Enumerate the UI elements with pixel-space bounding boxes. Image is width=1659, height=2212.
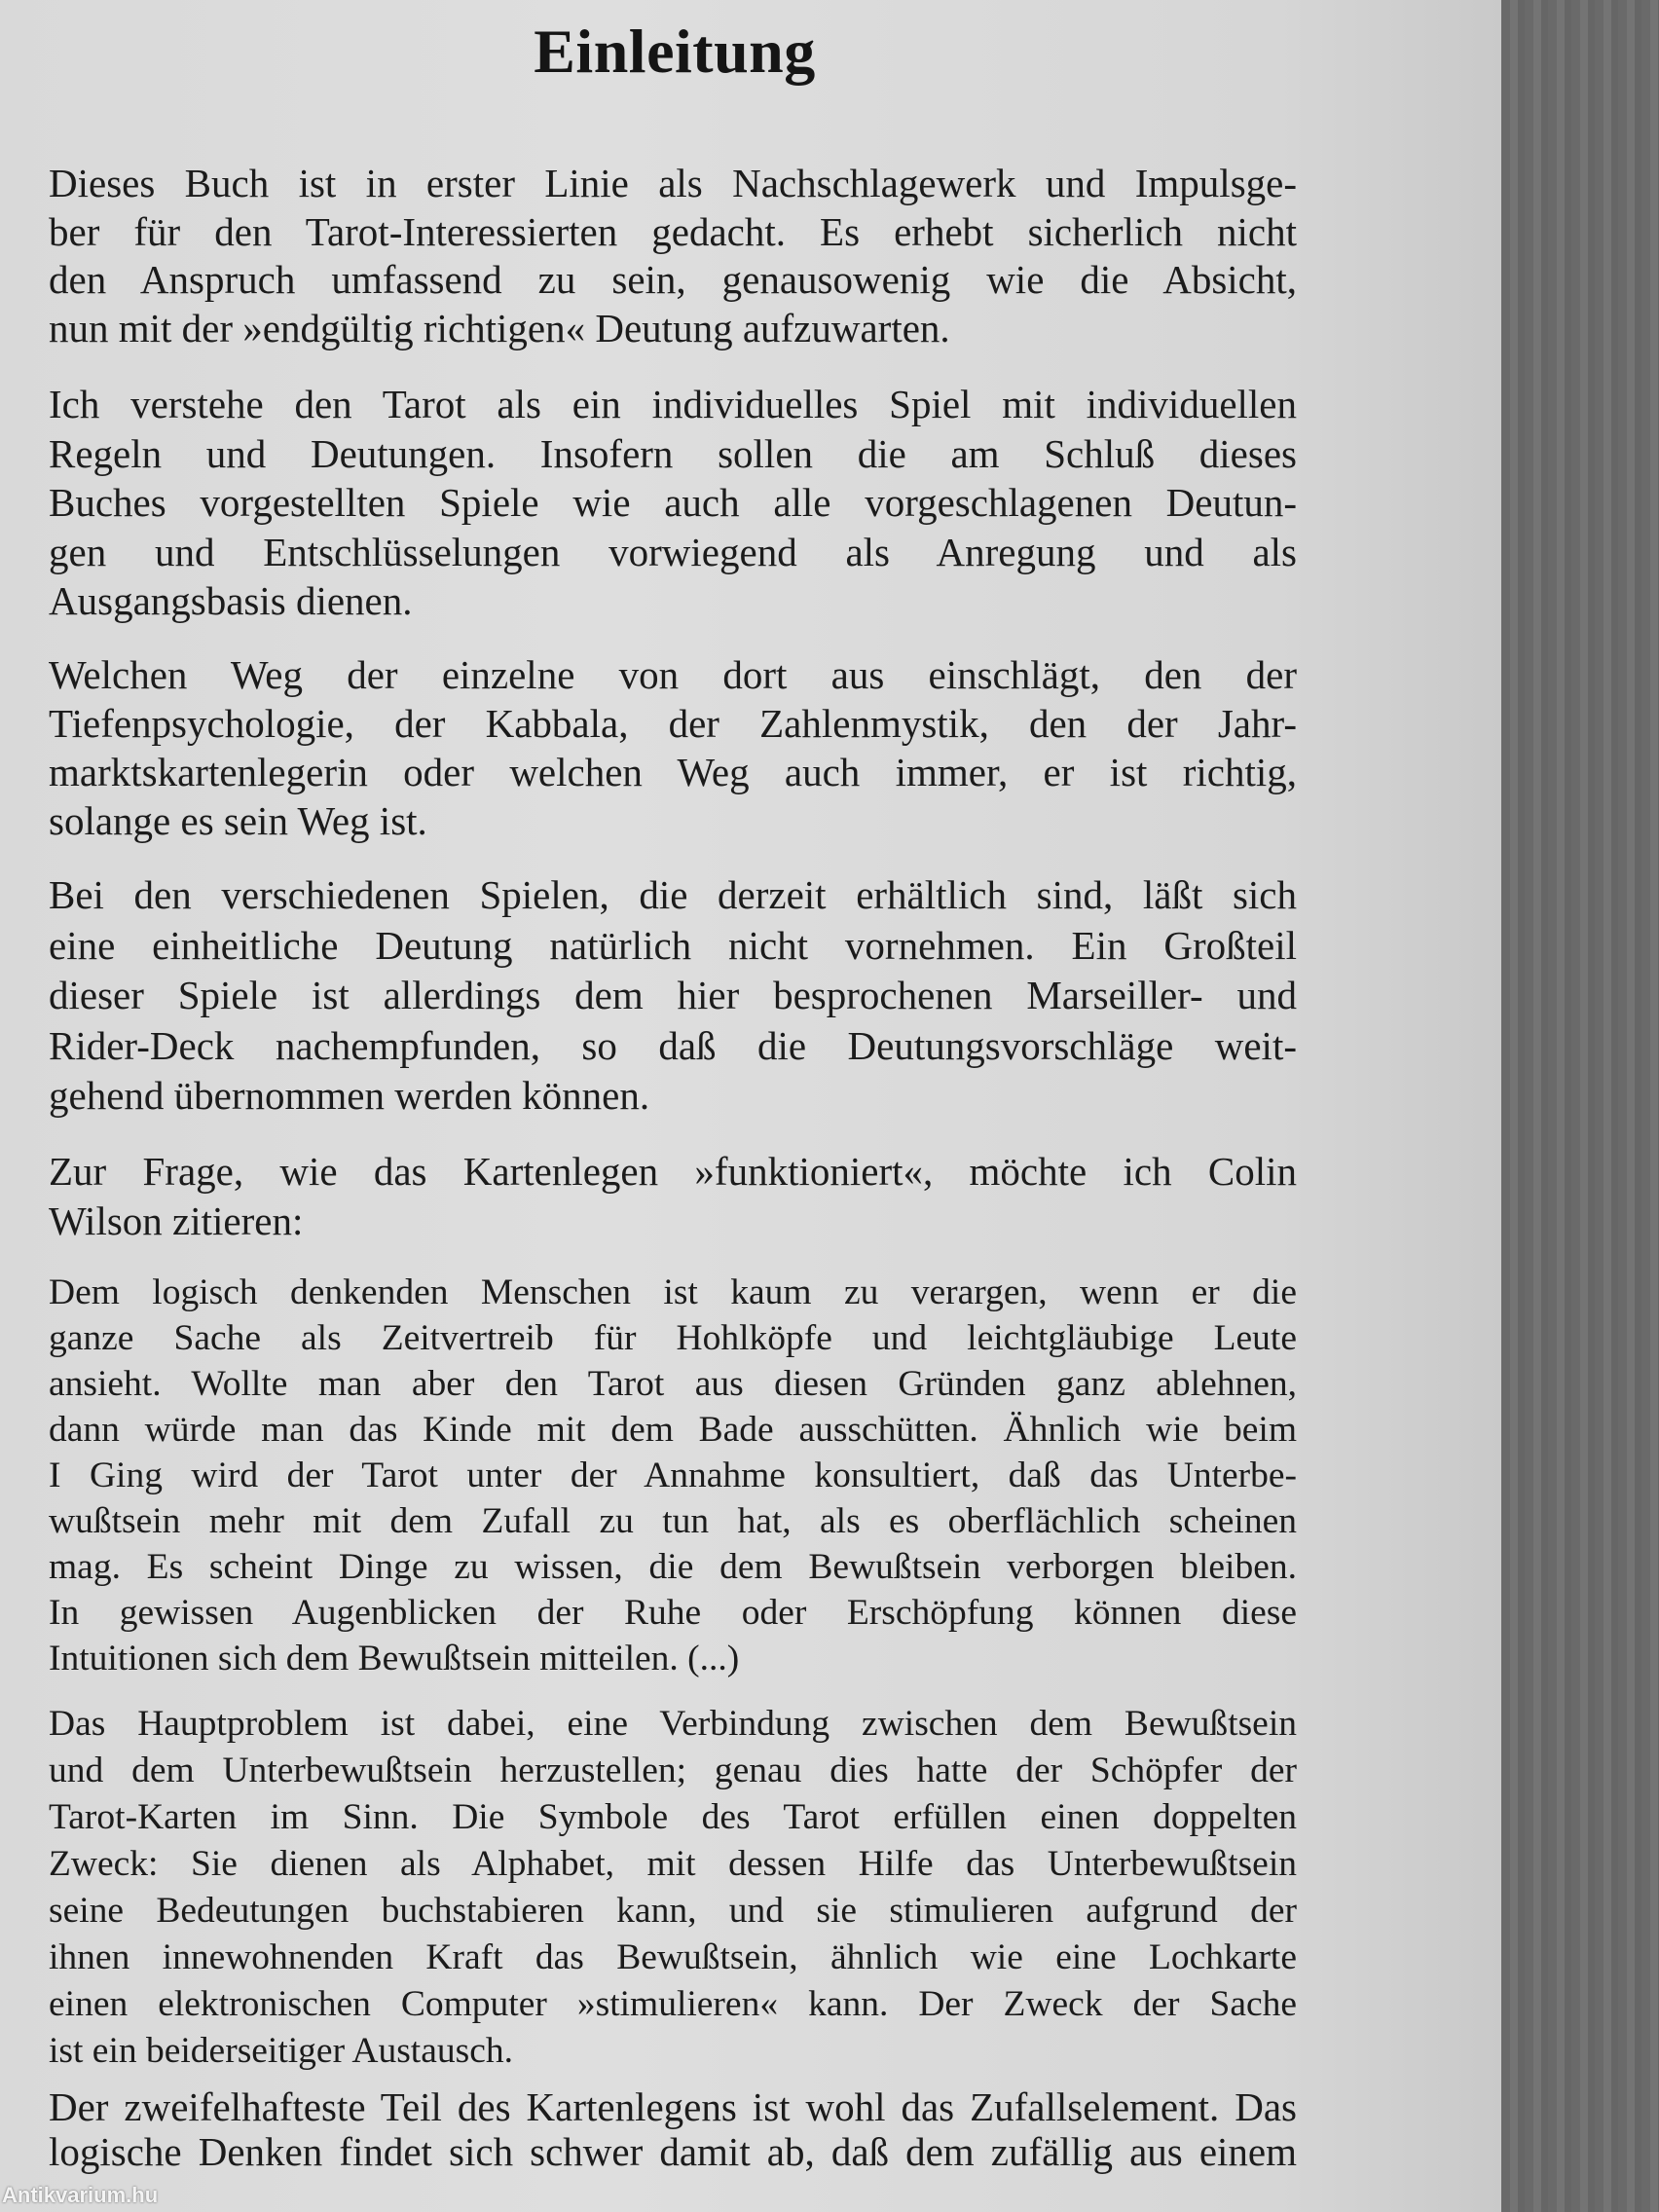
- text-line: dieser Spiele ist allerdings dem hier besprochenen Marseiller- und: [49, 973, 1297, 1017]
- text-line: Ausgangsbasis dienen.: [49, 578, 413, 623]
- text-line: ber für den Tarot-Interessierten gedacht. Es erhebt sicherlich nicht: [49, 208, 1297, 254]
- text-line: Tiefenpsychologie, der Kabbala, der Zahlenmystik, den der Jahr-: [49, 701, 1297, 746]
- page-stack-edge: [1501, 0, 1659, 2212]
- paragraph: [49, 380, 1297, 626]
- text-line: Regeln und Deutungen. Insofern sollen die am Schluß dieses: [49, 430, 1297, 476]
- text-line: ist ein beiderseitiger Austausch.: [49, 2031, 513, 2071]
- text-line: nun mit der »endgültig richtigen« Deutung aufzuwarten.: [49, 305, 950, 350]
- paragraph: [49, 1147, 1297, 1246]
- text-line: ganze Sache als Zeitvertreib für Hohlköpfe und leichtgläubige Leute: [49, 1318, 1297, 1358]
- text-line: Dieses Buch ist in erster Linie als Nachschlagewerk und Impulsge-: [49, 161, 1297, 205]
- text-line: Welchen Weg der einzelne von dort aus einschlägt, den der: [49, 652, 1297, 697]
- text-line: marktskartenlegerin oder welchen Weg auch immer, er ist richtig,: [49, 750, 1297, 794]
- paragraph: [49, 160, 1297, 352]
- text-line: einen elektronischen Computer »stimulieren« kann. Der Zweck der Sache: [49, 1984, 1297, 2024]
- text-line: Rider-Deck nachempfunden, so daß die Deutungsvorschläge weit-: [49, 1022, 1297, 1068]
- text-line: wußtsein mehr mit dem Zufall zu tun hat, als es oberflächlich scheinen: [49, 1501, 1297, 1541]
- text-line: Zweck: Sie dienen als Alphabet, mit dessen Hilfe das Unterbewußtsein: [49, 1844, 1297, 1884]
- paragraph: [49, 2084, 1297, 2174]
- text-line: Zur Frage, wie das Kartenlegen »funktioniert«, möchte ich Colin: [49, 1149, 1297, 1194]
- text-line: Tarot-Karten im Sinn. Die Symbole des Tarot erfüllen einen doppelten: [49, 1797, 1297, 1837]
- text-line: mag. Es scheint Dinge zu wissen, die dem Bewußtsein verborgen bleiben.: [49, 1547, 1297, 1587]
- text-line: Der zweifelhafteste Teil des Kartenlegens ist wohl das Zufallselement. Das: [49, 2084, 1297, 2129]
- quote-paragraph: [49, 1701, 1297, 2075]
- text-line: ansieht. Wollte man aber den Tarot aus diesen Gründen ganz ablehnen,: [49, 1364, 1297, 1404]
- text-line: solange es sein Weg ist.: [49, 798, 427, 843]
- paragraph: [49, 870, 1297, 1122]
- text-line: eine einheitliche Deutung natürlich nicht vornehmen. Ein Großteil: [49, 922, 1297, 968]
- quote-paragraph: [49, 1270, 1297, 1681]
- text-line: dann würde man das Kinde mit dem Bade ausschütten. Ähnlich wie beim: [49, 1410, 1297, 1450]
- text-line: ihnen innewohnenden Kraft das Bewußtsein, ähnlich wie eine Lochkarte: [49, 1937, 1297, 1977]
- chapter-title: Einleitung: [534, 17, 816, 86]
- text-line: In gewissen Augenblicken der Ruhe oder Erschöpfung können diese: [49, 1593, 1297, 1633]
- text-line: Dem logisch denkenden Menschen ist kaum zu verargen, wenn er die: [49, 1272, 1297, 1312]
- text-line: logische Denken findet sich schwer damit ab, daß dem zufällig aus einem: [49, 2129, 1297, 2174]
- text-line: Das Hauptproblem ist dabei, eine Verbindung zwischen dem Bewußtsein: [49, 1704, 1297, 1744]
- text-line: gehend übernommen werden können.: [49, 1073, 650, 1118]
- watermark: Antikvarium.hu: [2, 2183, 159, 2207]
- text-line: gen und Entschlüsselungen vorwiegend als Anregung und als: [49, 529, 1297, 574]
- text-line: Bei den verschiedenen Spielen, die derzeit erhältlich sind, läßt sich: [49, 872, 1297, 917]
- text-line: Ich verstehe den Tarot als ein individuelles Spiel mit individuellen: [49, 382, 1297, 426]
- text-line: Buches vorgestellten Spiele wie auch alle vorgeschlagenen Deutun-: [49, 480, 1297, 525]
- text-line: den Anspruch umfassend zu sein, genausowenig wie die Absicht,: [49, 257, 1297, 302]
- text-line: und dem Unterbewußtsein herzustellen; genau dies hatte der Schöpfer der: [49, 1751, 1297, 1790]
- text-line: I Ging wird der Tarot unter der Annahme konsultiert, daß das Unterbe-: [49, 1456, 1297, 1495]
- text-line: seine Bedeutungen buchstabieren kann, und sie stimulieren aufgrund der: [49, 1891, 1297, 1931]
- text-line: Intuitionen sich dem Bewußtsein mitteilen. (...): [49, 1639, 740, 1678]
- text-line: Wilson zitieren:: [49, 1198, 304, 1243]
- paragraph: [49, 650, 1297, 845]
